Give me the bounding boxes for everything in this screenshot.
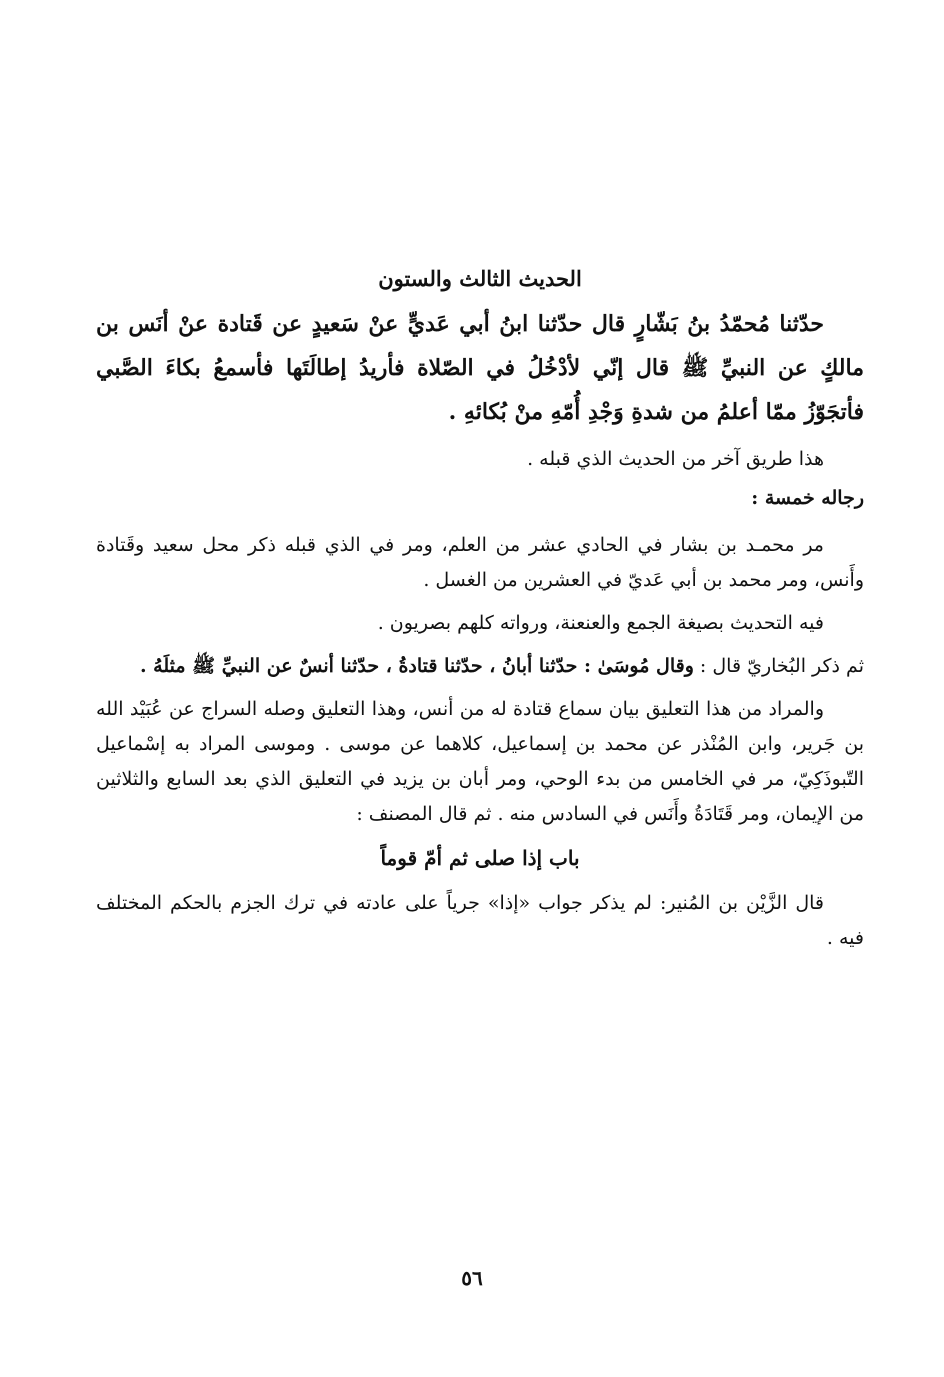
bukhari-prefix: ثم ذكر البُخاريّ قال : [693, 655, 864, 677]
hadith-heading: الحديث الثالث والستون [378, 266, 582, 291]
bukhari-paragraph [96, 649, 864, 684]
narrators-label: رجاله خمسة : [751, 487, 864, 509]
narrators-paragraph: مر محمـد بن بشار في الحادي عشر من العلم، ومر في الذي قبله ذكر محل سعيد وقَتادة وأَنس، ومر محمد بن أبي عَديّ في العشرين من الغسل . [96, 534, 864, 591]
page-content [96, 262, 864, 956]
tahdith-paragraph: فيه التحديث بصيغة الجمع والعنعنة، ورواته كلهم بصريون . [377, 612, 824, 634]
bukhari-quote: وقال مُوسَىٰ : حدّثنا أبانُ ، حدّثنا قتادةُ ، حدّثنا أنسٌ عن النبيِّ ﷺ مثلَهُ . [139, 655, 694, 677]
chapter-heading: باب إذا صلى ثم أمّ قوماً [380, 846, 580, 870]
route-note: هذا طريق آخر من الحديث الذي قبله . [527, 448, 824, 470]
page-number: ٥٦ [461, 1266, 483, 1290]
purpose-paragraph: والمراد من هذا التعليق بيان سماع قتادة له من أنس، وهذا التعليق وصله السراج عن عُبَيْد الله بن جَرير، وابن المُنْذر عن محمد بن إسماعيل، كلاهما عن موسى . وموسى المراد به إسْماعيل التّبوذَكِيّ، مر في الخامس من بدء الوحي، ومر أبان بن يزيد في التعليق الذي بعد السابع والثلاثين من الإيمان، ومر قَتَادَةُ وأَنَس في السادس منه . ثم قال المصنف : [96, 698, 864, 825]
hadith-text: حدّثنا مُحمّدُ بنُ بَشّارٍ قال حدّثنا ابنُ أبي عَديٍّ عنْ سَعيدٍ عن قَتادة عنْ أنَس بن مالكٍ عن النبيِّ ﷺ قال إنّي لأدْخُلُ في الصّلاة فأريدُ إطالَتَها فأسمعُ بكاءَ الصَّبي فأتجَوّزُ ممّا أعلمُ من شدةِ وَجْدِ أُمّهِ منْ بُكائهِ . [96, 311, 864, 425]
zayn-paragraph: قال الزَّيْن بن المُنير: لم يذكر جواب «إذا» جرياً على عادته في ترك الجزم بالحكم المختلف فيه . [96, 892, 864, 949]
